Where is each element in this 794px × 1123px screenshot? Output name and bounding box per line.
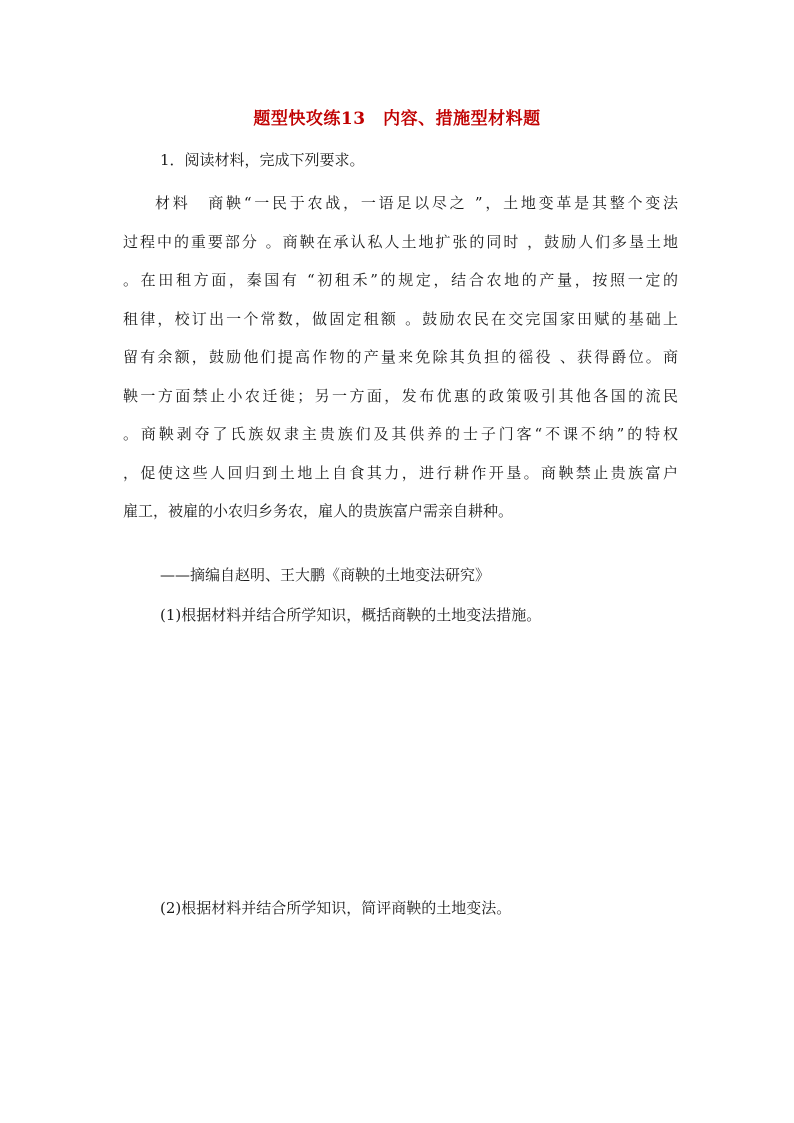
material-line: 。在田租方面，秦国有 “初租禾”的规定，结合农地的产量，按照一定的	[123, 271, 678, 289]
material-line: 。商鞅剥夺了氏族奴隶主贵族们及其供养的士子门客“不课不纳”的特权	[123, 425, 678, 443]
material-line: 鞅一方面禁止小农迁徙；另一方面，发布优惠的政策吸引其他各国的流民	[123, 386, 678, 405]
question-intro: 1．阅读材料，完成下列要求。	[160, 151, 365, 169]
material-line: 材料 商鞅“一民于农战，一语足以尽之 ”，土地变革是其整个变法	[155, 194, 678, 212]
material-passage	[123, 184, 678, 531]
material-source: ——摘编自赵明、王大鹏《商鞅的土地变法研究》	[160, 566, 491, 584]
material-line: ，促使这些人回归到土地上自食其力，进行耕作开垦。商鞅禁止贵族富户	[123, 463, 678, 482]
material-line: 过程中的重要部分 。商鞅在承认私人土地扩张的同时 ，鼓励人们多垦土地	[123, 232, 678, 251]
material-line: 留有余额，鼓励他们提高作物的产量来免除其负担的徭役 、获得爵位。商	[123, 348, 678, 366]
sub-question-1: (1)根据材料并结合所学知识，概括商鞅的土地变法措施。	[160, 606, 542, 624]
material-line: 租律，校订出一个常数，做固定租额 。鼓励农民在交完国家田赋的基础上	[123, 309, 678, 328]
material-line: 雇工，被雇的小农归乡务农，雇人的贵族富户需亲自耕种。	[123, 502, 514, 520]
page-title: 题型快攻练13 内容、措施型材料题	[253, 109, 541, 129]
sub-question-2: (2)根据材料并结合所学知识，简评商鞅的土地变法。	[160, 899, 512, 917]
